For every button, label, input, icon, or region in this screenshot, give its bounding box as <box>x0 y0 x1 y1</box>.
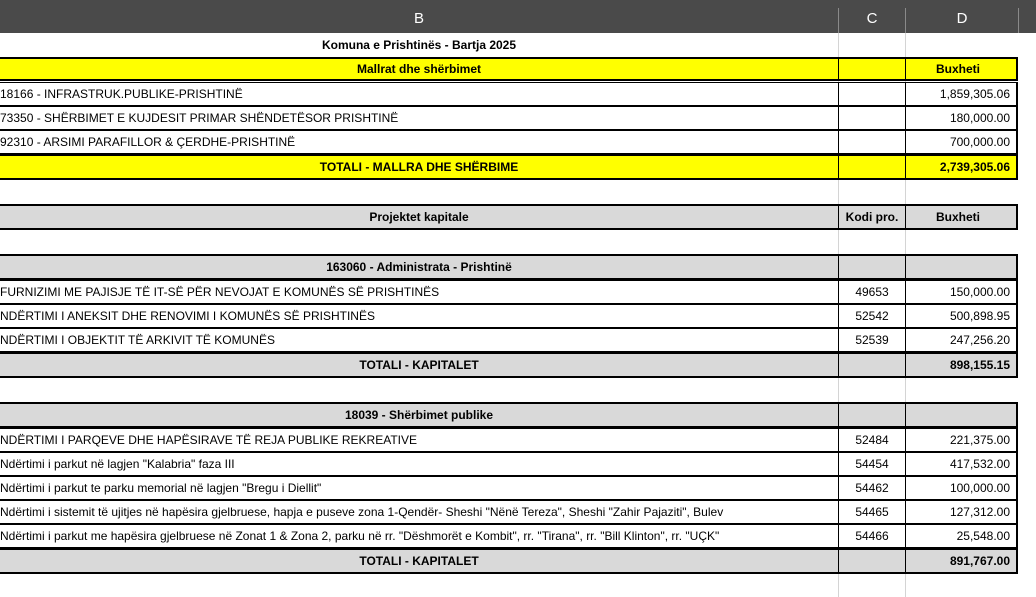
row-label[interactable]: Ndërtimi i parkut në lagjen "Kalabria" faza III <box>0 452 838 476</box>
row-amount[interactable]: 247,256.20 <box>905 328 1018 352</box>
row-label[interactable]: Ndërtimi i parkut me hapësira gjelbruese në Zonat 1 & Zona 2, parku në rr. "Dëshmorët e Kombit", rr. "Tirana", rr. "Bill Klinton", rr. "UÇK" <box>0 524 838 548</box>
title-row <box>0 33 1018 57</box>
admin-header-budget[interactable] <box>905 254 1018 280</box>
public-total-amount[interactable]: 891,767.00 <box>905 548 1018 574</box>
row-amount[interactable]: 221,375.00 <box>905 428 1018 452</box>
row-amount[interactable]: 500,898.95 <box>905 304 1018 328</box>
column-header-d[interactable]: D <box>956 10 968 27</box>
row-amount[interactable]: 700,000.00 <box>905 130 1018 154</box>
table-row <box>0 476 1018 500</box>
admin-header-label[interactable]: 163060 - Administrata - Prishtinë <box>0 254 838 280</box>
row-amount[interactable]: 127,312.00 <box>905 500 1018 524</box>
public-header-label[interactable]: 18039 - Shërbimet publike <box>0 402 838 428</box>
table-row <box>0 106 1018 130</box>
table-row <box>0 428 1018 452</box>
column-header-c[interactable]: C <box>866 10 878 27</box>
row-label[interactable]: Ndërtimi i parkut te parku memorial në lagjen "Bregu i Diellit" <box>0 476 838 500</box>
admin-total-row <box>0 352 1018 378</box>
row-code[interactable]: 49653 <box>838 280 905 304</box>
column-divider[interactable] <box>1018 8 1019 33</box>
row-label[interactable]: 18166 - INFRASTRUK.PUBLIKE-PRISHTINË <box>0 82 838 106</box>
row-amount[interactable]: 180,000.00 <box>905 106 1018 130</box>
row-code[interactable] <box>838 82 905 106</box>
goods-total-amount[interactable]: 2,739,305.06 <box>905 154 1018 180</box>
row-code[interactable]: 52484 <box>838 428 905 452</box>
admin-header-code[interactable] <box>838 254 905 280</box>
capital-header-budget[interactable]: Buxheti <box>905 204 1018 230</box>
capital-header-row <box>0 204 1018 230</box>
table-row <box>0 452 1018 476</box>
table-row <box>0 500 1018 524</box>
admin-total-code[interactable] <box>838 352 905 378</box>
row-amount[interactable]: 1,859,305.06 <box>905 82 1018 106</box>
admin-total-label[interactable]: TOTALI - KAPITALET <box>0 352 838 378</box>
goods-header-code[interactable] <box>838 57 905 81</box>
admin-header-row <box>0 254 1018 280</box>
row-label[interactable]: 73350 - SHËRBIMET E KUJDESIT PRIMAR SHËNDETËSOR PRISHTINË <box>0 106 838 130</box>
row-amount[interactable]: 150,000.00 <box>905 280 1018 304</box>
table-row <box>0 280 1018 304</box>
row-code[interactable]: 54462 <box>838 476 905 500</box>
row-code[interactable]: 54466 <box>838 524 905 548</box>
public-header-row <box>0 402 1018 428</box>
row-code[interactable]: 54465 <box>838 500 905 524</box>
goods-header-label[interactable]: Mallrat dhe shërbimet <box>0 57 838 81</box>
goods-total-code[interactable] <box>838 154 905 180</box>
column-header-bar <box>0 0 1036 33</box>
public-total-code[interactable] <box>838 548 905 574</box>
public-total-label[interactable]: TOTALI - KAPITALET <box>0 548 838 574</box>
public-header-code[interactable] <box>838 402 905 428</box>
row-label[interactable]: NDËRTIMI I PARQEVE DHE HAPËSIRAVE TË REJA PUBLIKE REKREATIVE <box>0 428 838 452</box>
column-header-b[interactable]: B <box>413 10 424 27</box>
public-total-row <box>0 548 1018 574</box>
row-amount[interactable]: 100,000.00 <box>905 476 1018 500</box>
row-code[interactable] <box>838 130 905 154</box>
goods-total-row <box>0 154 1018 180</box>
row-label[interactable]: NDËRTIMI I OBJEKTIT TË ARKIVIT TË KOMUNËS <box>0 328 838 352</box>
row-code[interactable]: 54454 <box>838 452 905 476</box>
row-label[interactable]: Ndërtimi i sistemit të ujitjes në hapësira gjelbruese, hapja e puseve zona 1-Qendër- Sheshi "Nënë Tereza", Sheshi "Zahir Pajaziti", Bulev <box>0 500 838 524</box>
row-label[interactable]: FURNIZIMI ME PAJISJE TË IT-SË PËR NEVOJAT E KOMUNËS SË PRISHTINËS <box>0 280 838 304</box>
row-label[interactable]: 92310 - ARSIMI PARAFILLOR & ÇERDHE-PRISHTINË <box>0 130 838 154</box>
row-label[interactable]: NDËRTIMI I ANEKSIT DHE RENOVIMI I KOMUNËS SË PRISHTINËS <box>0 304 838 328</box>
public-header-budget[interactable] <box>905 402 1018 428</box>
row-code[interactable]: 52539 <box>838 328 905 352</box>
row-amount[interactable]: 25,548.00 <box>905 524 1018 548</box>
table-row <box>0 524 1018 548</box>
capital-header-code[interactable]: Kodi pro. <box>838 204 905 230</box>
row-code[interactable] <box>838 106 905 130</box>
table-row <box>0 130 1018 154</box>
goods-total-label[interactable]: TOTALI - MALLRA DHE SHËRBIME <box>0 154 838 180</box>
goods-header-row <box>0 57 1018 81</box>
sheet-title[interactable]: Komuna e Prishtinës - Bartja 2025 <box>321 38 517 52</box>
row-amount[interactable]: 417,532.00 <box>905 452 1018 476</box>
capital-header-label[interactable]: Projektet kapitale <box>0 204 838 230</box>
row-code[interactable]: 52542 <box>838 304 905 328</box>
admin-total-amount[interactable]: 898,155.15 <box>905 352 1018 378</box>
table-row <box>0 328 1018 352</box>
table-row <box>0 82 1018 106</box>
table-row <box>0 304 1018 328</box>
goods-header-budget[interactable]: Buxheti <box>905 57 1018 81</box>
